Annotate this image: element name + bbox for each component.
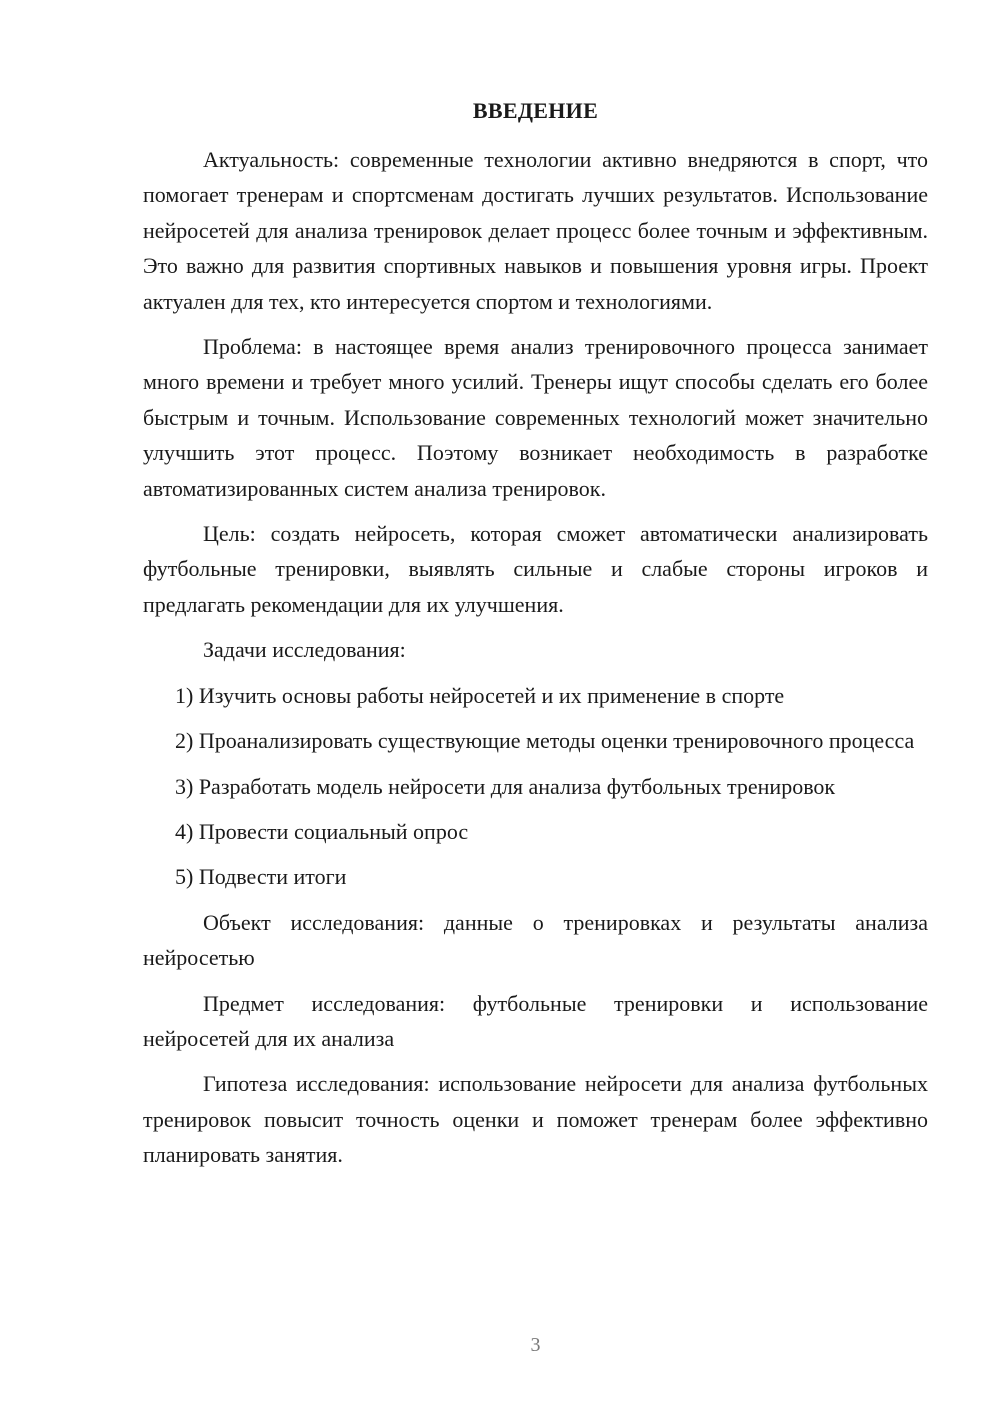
section-title: ВВЕДЕНИЕ xyxy=(472,98,599,123)
tasks-heading: Задачи исследования: xyxy=(203,637,406,663)
task-item-5: 5) Подвести итоги xyxy=(175,864,347,890)
paragraph-subject: Предмет исследования: футбольные тренировки и использование нейросетей для их анализа xyxy=(143,990,928,1051)
task-item-2: 2) Проанализировать существующие методы оценки тренировочного процесса xyxy=(175,728,915,754)
body-text xyxy=(143,142,928,1183)
paragraph-problem: Проблема: в настоящее время анализ тренировочного процесса занимает много времени и требует много усилий. Тренеры ищут способы сделать его более быстрым и точным. Использование современных технологий может значительно улучшить этот процесс. Поэтому возникает необходимость в разработке автоматизированных систем анализа тренировок. xyxy=(143,334,928,501)
paragraph-object: Объект исследования: данные о тренировках и результаты анализа нейросетью xyxy=(143,909,928,971)
task-item-3: 3) Разработать модель нейросети для анализа футбольных тренировок xyxy=(175,773,836,799)
paragraph-relevance: Актуальность: современные технологии активно внедряются в спорт, что помогает тренерам и спортсменам достигать лучших результатов. Использование нейросетей для анализа тренировок делает процесс более точным и эффективным. Это важно для развития спортивных навыков и повышения уровня игры. Проект актуален для тех, кто интересуется спортом и технологиями. xyxy=(143,147,928,314)
task-item-1: 1) Изучить основы работы нейросетей и их применение в спорте xyxy=(175,682,785,708)
paragraph-hypothesis: Гипотеза исследования: использование нейросети для анализа футбольных тренировок повысит точность оценки и поможет тренерам более эффективно планировать занятия. xyxy=(143,1071,928,1168)
paragraph-goal: Цель: создать нейросеть, которая сможет автоматически анализировать футбольные тренировки, выявлять сильные и слабые стороны игроков и предлагать рекомендации для их улучшения. xyxy=(143,521,928,617)
page-number: 3 xyxy=(530,1334,541,1356)
task-item-4: 4) Провести социальный опрос xyxy=(175,818,469,844)
